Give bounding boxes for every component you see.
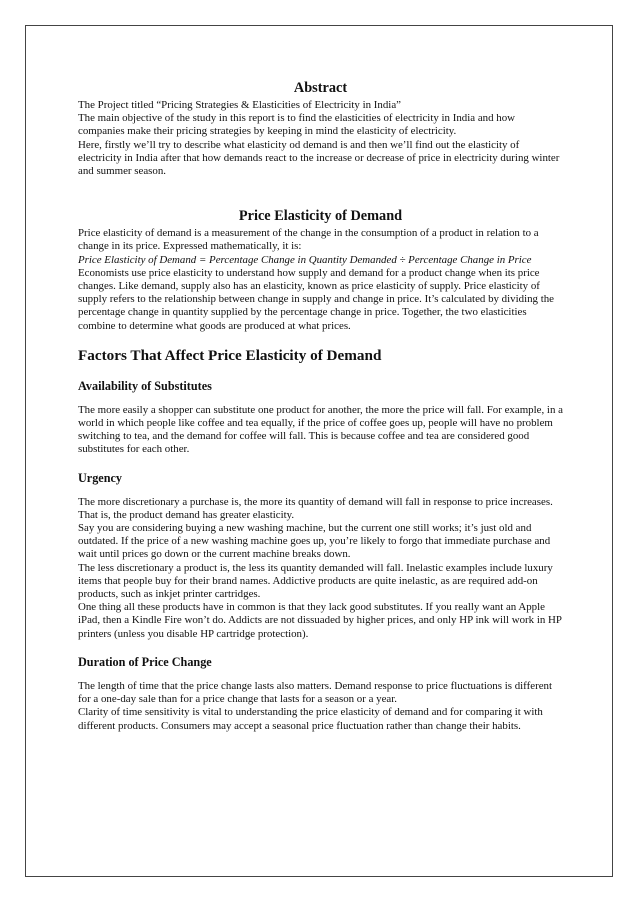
ped-intro: Price elasticity of demand is a measurement of the change in the consumption of a product in relation to a change in its price. Expressed mathematically, it is: bbox=[78, 227, 539, 253]
abstract-heading: Abstract bbox=[293, 80, 348, 96]
duration-paragraph: The length of time that the price change lasts also matters. Demand response to price fluctuations is different for a one-day sale than for a price change that lasts for a season or a year. bbox=[78, 679, 552, 706]
urgency-paragraph: Say you are considering buying a new washing machine, but the current one still works; it’s just old and outdated. If the price of a new washing machine goes up, you’re likely to forgo that immediate purchase and wait until prices go down or the current machine breaks down. bbox=[78, 522, 551, 561]
abstract-paragraph: The Project titled “Pricing Strategies & Elasticities of Electricity in India” bbox=[78, 99, 401, 111]
substitutes-paragraph: The more easily a shopper can substitute one product for another, the more the price will fall. For example, in a world in which people like coffee and tea equally, if the price of coffee goes up, people will have no problem switching to tea, and the demand for coffee will fall. This is because coffee and tea are considered good substitutes for each other. bbox=[78, 403, 563, 456]
substitutes-heading: Availability of Substitutes bbox=[78, 378, 212, 393]
abstract-paragraph: The main objective of the study in this report is to find the elasticities of electricity in India and how companies make their pricing strategies by keeping in mind the elasticity of electricity. bbox=[78, 112, 516, 138]
urgency-paragraph: One thing all these products have in common is that they lack good substitutes. If you really want an Apple iPad, then a Kindle Fire won’t do. Addicts are not dissuaded by higher prices, and only HP ink will work in HP printers (unless you disable HP cartridge protection). bbox=[78, 601, 562, 640]
duration-paragraph: Clarity of time sensitivity is vital to understanding the price elasticity of demand and for comparing it with different products. Consumers may accept a seasonal price fluctuation rather than change their habits. bbox=[78, 706, 543, 732]
factors-heading: Factors That Affect Price Elasticity of Demand bbox=[78, 346, 382, 364]
urgency-paragraph: The more discretionary a purchase is, the more its quantity of demand will fall in response to price increases. That is, the product demand has greater elasticity. bbox=[78, 495, 553, 521]
document-content bbox=[78, 80, 563, 733]
abstract-paragraph: Here, firstly we’ll try to describe what elasticity od demand is and then we’ll find out the elasticity of electricity in India after that how demands react to the increase or decrease of price in electricity during winter and summer season. bbox=[78, 138, 560, 178]
urgency-heading: Urgency bbox=[78, 470, 122, 485]
ped-body: Economists use price elasticity to understand how supply and demand for a product change when its price changes. Like demand, supply also has an elasticity, known as price elasticity of supply. Price elasticity of supply refers to the relationship between change in supply and change in price. It’s calculated by dividing the percentage change in quantity supplied by the percentage change in price. Together, the two elasticities combine to determine what goods are produced at what prices. bbox=[78, 266, 555, 332]
ped-formula: Price Elasticity of Demand = Percentage Change in Quantity Demanded ÷ Percentage Change in Price bbox=[78, 253, 532, 266]
urgency-paragraph: The less discretionary a product is, the less its quantity demanded will fall. Inelastic examples include luxury items that people buy for their brand names. Addictive products are quite inelastic, as are required add-on products, such as inkjet printer cartridges. bbox=[78, 561, 553, 601]
ped-heading: Price Elasticity of Demand bbox=[238, 208, 403, 225]
duration-heading: Duration of Price Change bbox=[78, 654, 212, 669]
